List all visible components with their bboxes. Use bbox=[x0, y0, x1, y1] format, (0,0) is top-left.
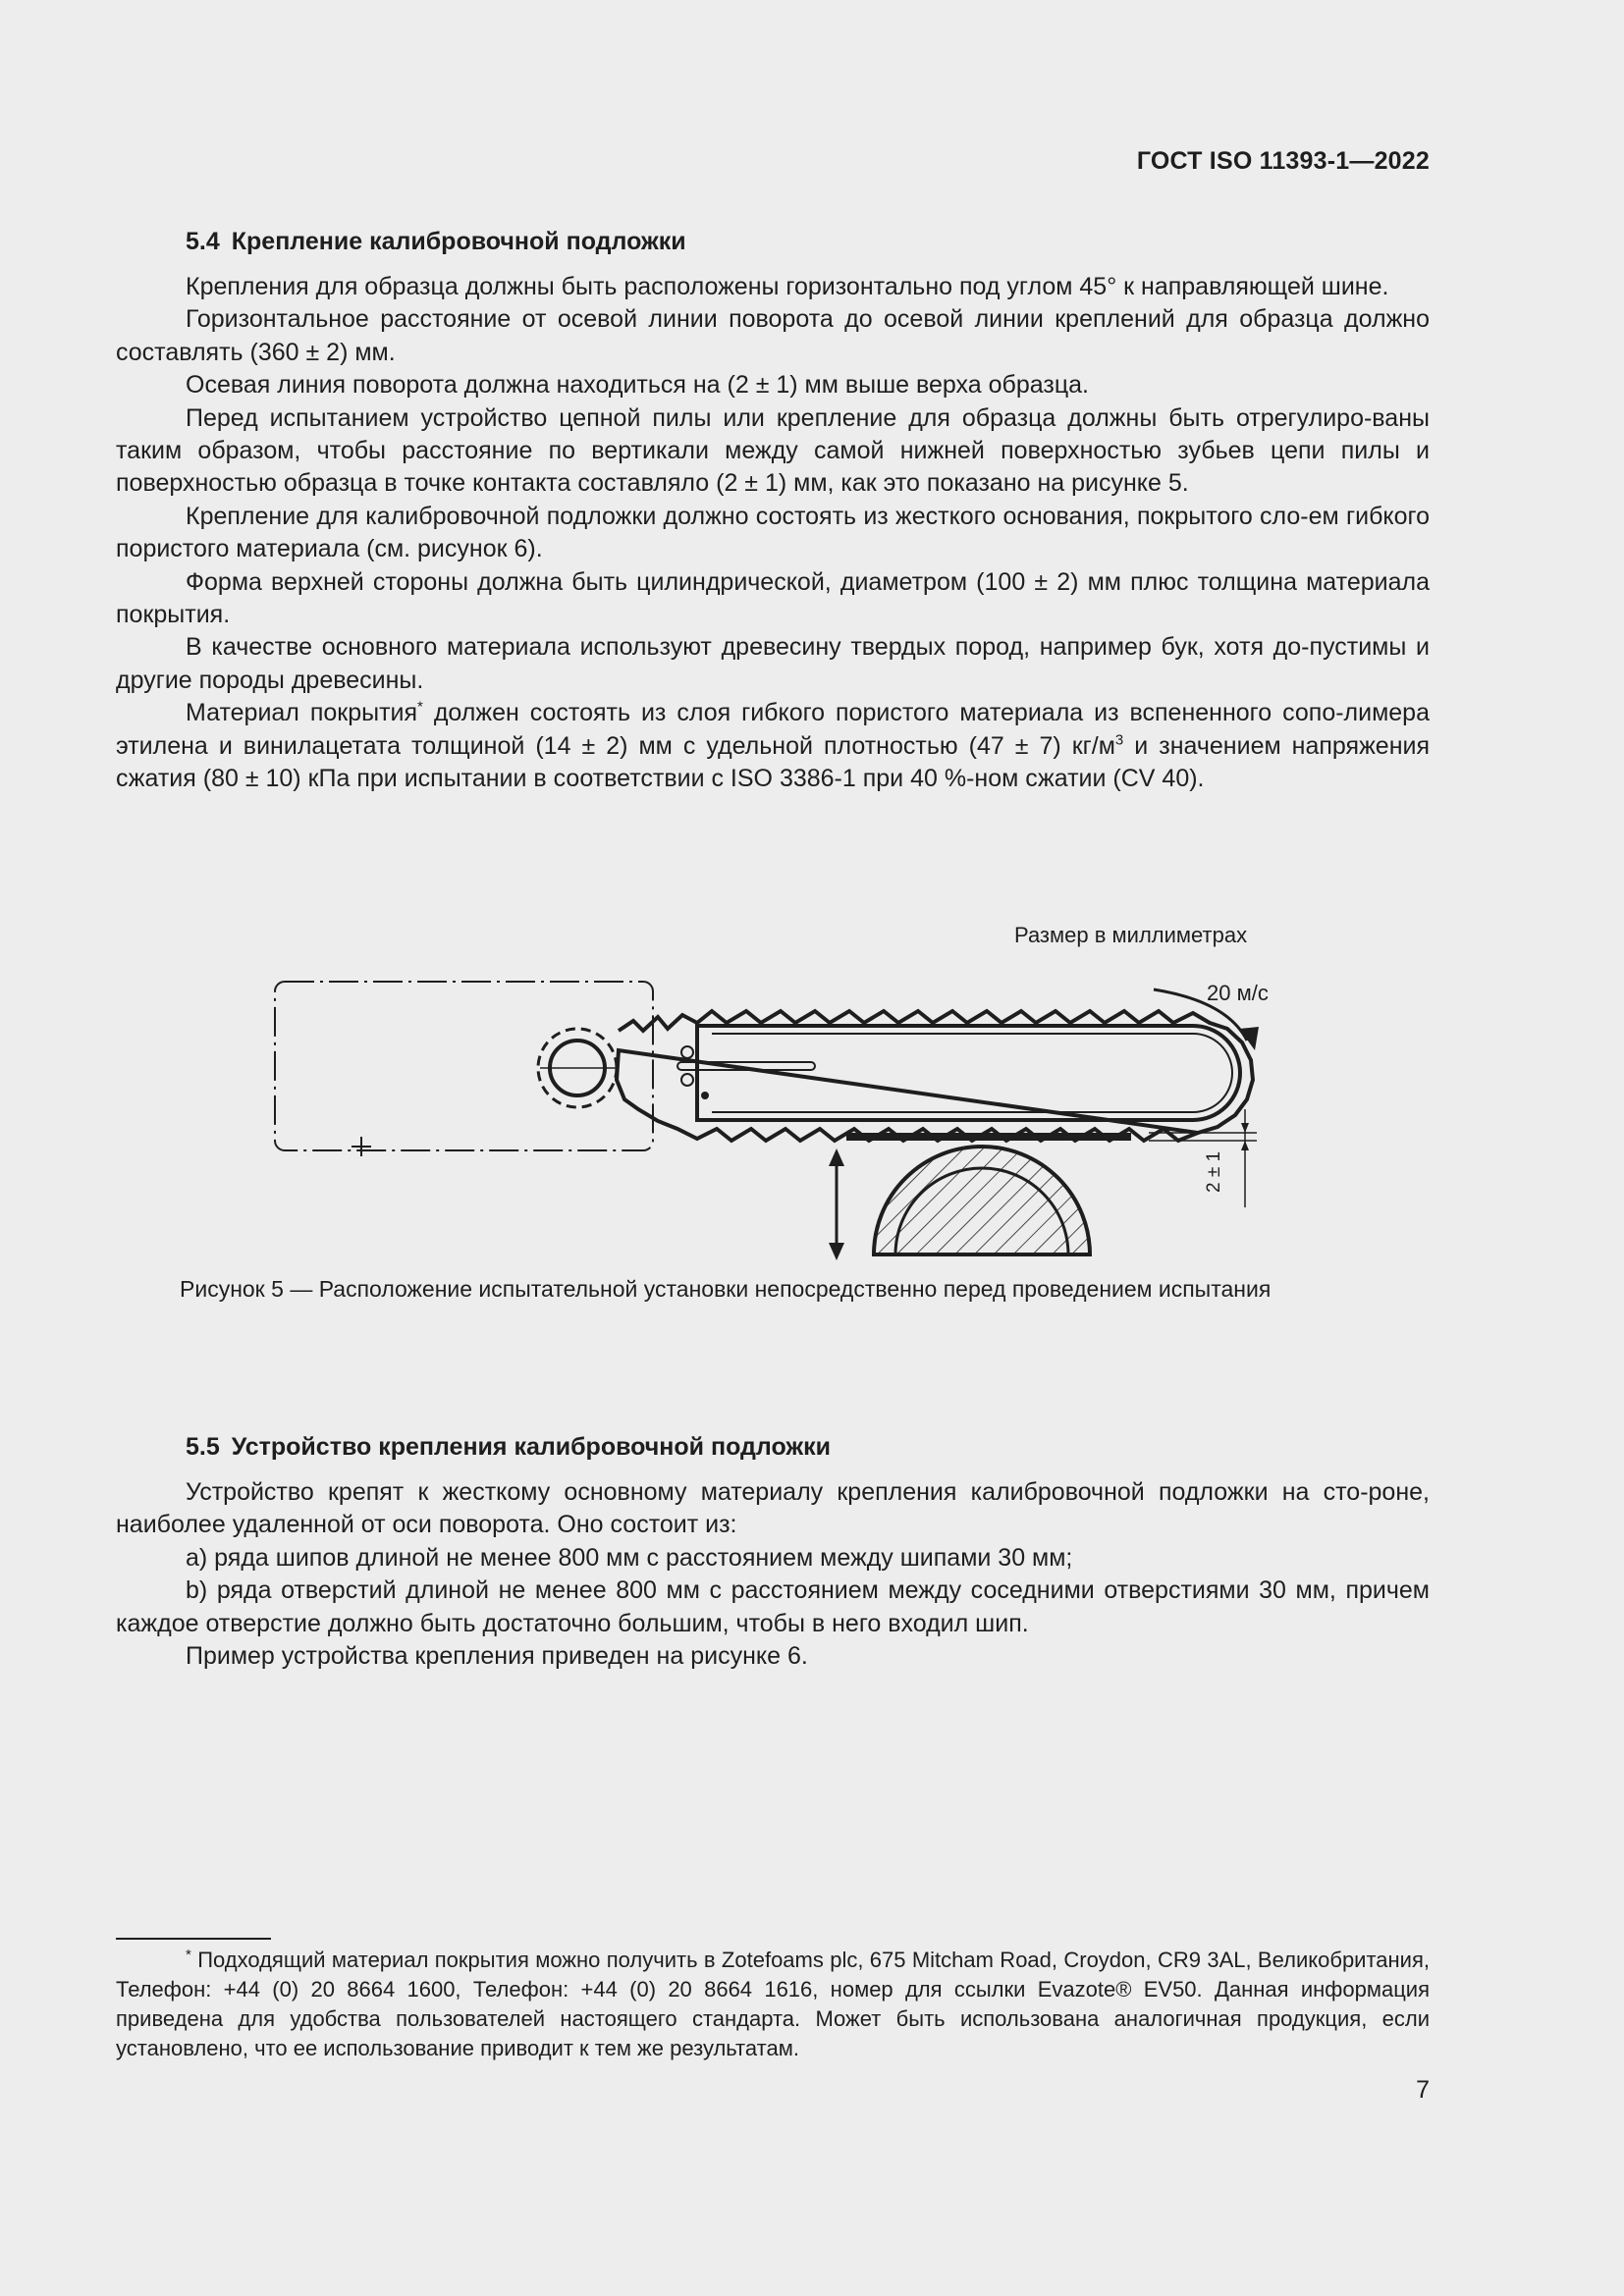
list-item: b) ряда отверстий длиной не менее 800 мм с расстоянием между соседними отверстиями 30 мм, причем каждое отверстие должно быть достаточно большим, чтобы в него входил шип. bbox=[116, 1576, 1430, 1637]
dimension-arrowhead bbox=[1241, 1123, 1249, 1133]
paragraph: Перед испытанием устройство цепной пилы или крепление для образца должны быть отрегулиро-ваны таким образом, чтобы расстояние по вертикали между самой нижней поверхностью зубьев цепи пилы и поверхностью образца в точке контакта составляло (2 ± 1) мм, как это показано на рисунке 5. bbox=[116, 403, 1430, 498]
figure-note: Размер в миллиметрах bbox=[1014, 923, 1248, 947]
figure-dimension-label: 2 ± 1 bbox=[1204, 1150, 1224, 1193]
section-5-4-heading bbox=[116, 224, 1430, 259]
footnote bbox=[116, 1946, 1430, 2063]
section-number: 5.5 bbox=[186, 1433, 220, 1461]
text-run: и значением напряжения сжатия (80 ± 10) кПа при испытании в соответствии с ISO 3386-1 при 40 %-ном сжатии (CV 40). bbox=[116, 731, 1431, 793]
bar-hole bbox=[681, 1046, 693, 1058]
page-number: 7 bbox=[1416, 2076, 1430, 2104]
document-header: ГОСТ ISO 11393-1—2022 bbox=[1136, 147, 1430, 175]
bar-dot bbox=[701, 1092, 709, 1099]
section-title: Крепление калибровочной подложки bbox=[231, 228, 686, 255]
paragraph: Крепления для образца должны быть расположены горизонтально под углом 45° к направляющей шине. bbox=[186, 273, 1389, 300]
superscript: 3 bbox=[1114, 731, 1124, 749]
figure-speed-label: 20 м/с bbox=[1207, 981, 1269, 1005]
section-5-5-heading bbox=[116, 1429, 1430, 1465]
paragraph: Горизонтальное расстояние от осевой линии поворота до осевой линии креплений для образца должно составлять (360 ± 2) мм. bbox=[116, 305, 1430, 366]
chain-teeth-top bbox=[619, 1011, 1253, 1133]
paragraph: Форма верхней стороны должна быть цилиндрической, диаметром (100 ± 2) мм плюс толщина материала покрытия. bbox=[116, 567, 1430, 629]
section-5-5 bbox=[116, 1429, 1430, 1673]
section-5-4 bbox=[116, 224, 1430, 796]
adjustment-arrowhead-up bbox=[829, 1148, 844, 1166]
section-title: Устройство крепления калибровочной подложки bbox=[231, 1433, 831, 1461]
text-run: Материал покрытия bbox=[186, 699, 418, 727]
paragraph: Крепление для калибровочной подложки должно состоять из жесткого основания, покрытого сло-ем гибкого пористого материала (см. рисунок 6). bbox=[116, 502, 1430, 563]
footnote-reference: * bbox=[417, 698, 423, 716]
dimension-arrowhead bbox=[1241, 1141, 1249, 1150]
footnote-text: Подходящий материал покрытия можно получить в Zotefoams plc, 675 Mitcham Road, Croydon, CR9 3AL, Великобритания, Телефон: +44 (0) 20 8664 1600, Телефон: +44 (0) 20 8664 1616, номер для ссылки Evazote® EV50. Данная информация приведена для удобства пользователей настоящего стандарта. Может быть использована аналогичная продукция, если установлено, что ее использование приводит к тем же результатам. bbox=[116, 1948, 1430, 2060]
section-number: 5.4 bbox=[186, 228, 220, 255]
paragraph: Устройство крепят к жесткому основному материалу крепления калибровочной подложки на сто-роне, наиболее удаленной от оси поворота. Оно состоит из: bbox=[116, 1478, 1430, 1539]
footnote-separator bbox=[116, 1938, 271, 1940]
section-5-5-body bbox=[116, 1476, 1430, 1673]
adjustment-arrowhead-down bbox=[829, 1243, 844, 1260]
section-5-4-body bbox=[116, 271, 1430, 796]
list-item: a) ряда шипов длиной не менее 800 мм с расстоянием между шипами 30 мм; bbox=[186, 1543, 1073, 1572]
paragraph: Осевая линия поворота должна находиться на (2 ± 1) мм выше верха образца. bbox=[186, 371, 1089, 400]
engine-housing-outline bbox=[275, 982, 653, 1150]
footnote-mark: * bbox=[186, 1946, 191, 1963]
bar-hole bbox=[681, 1074, 693, 1086]
coating-material bbox=[846, 1133, 1131, 1141]
figure-5-diagram bbox=[265, 972, 1286, 1266]
figure-caption: Рисунок 5 — Расположение испытательной установки непосредственно перед проведением испытания bbox=[180, 1276, 1272, 1302]
paragraph: В качестве основного материала используют древесину твердых пород, например бук, хотя до-пустимы и другие породы древесины. bbox=[116, 633, 1430, 694]
paragraph-coating-material bbox=[116, 697, 1430, 795]
text-run: должен состоять из слоя гибкого пористого материала из вспененного сопо-лимера этилена и винилацетата толщиной (14 ± 2) мм с удельной плотностью (47 ± 7) кг/м bbox=[116, 699, 1430, 760]
paragraph: Пример устройства крепления приведен на рисунке 6. bbox=[186, 1642, 808, 1671]
